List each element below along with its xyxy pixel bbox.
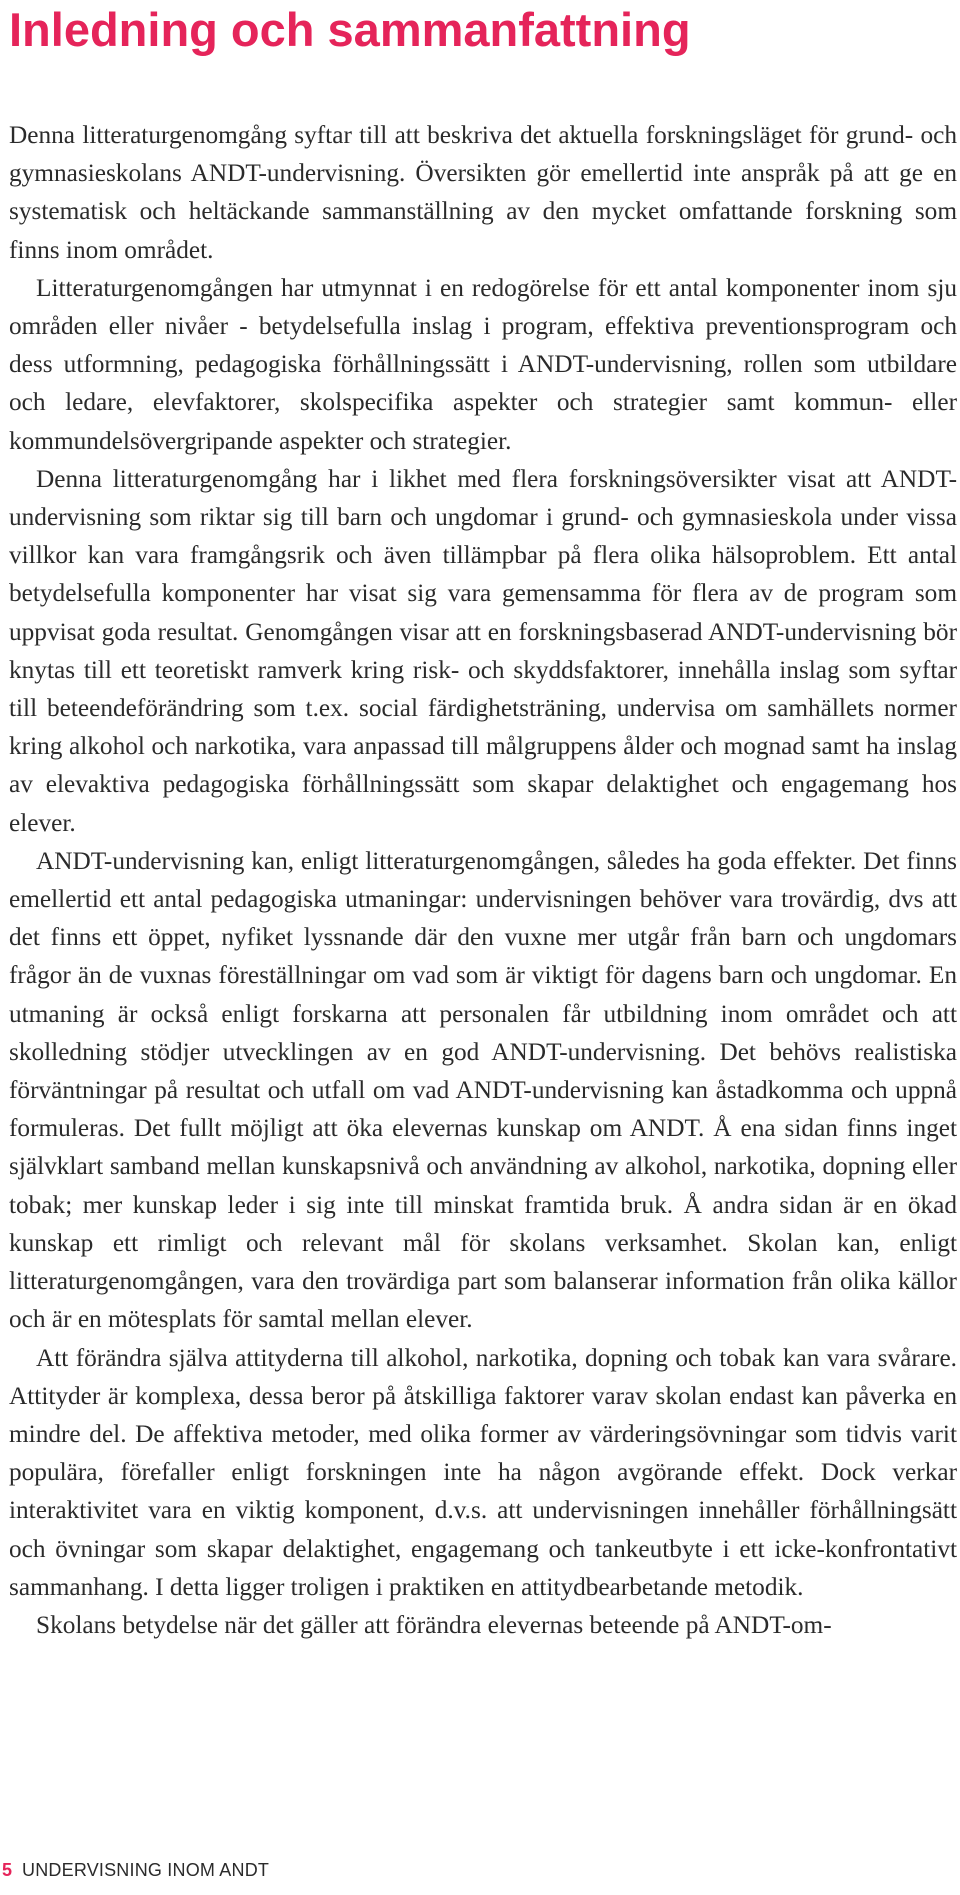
paragraph-components: Litteraturgenomgången har utmynnat i en redogörelse för ett antal komponenter inom sju områden eller nivåer - betydelsefulla inslag i program, effektiva preventionsprogram och dess utformning, pedagogiska förhållningssätt i ANDT-undervisning, rollen som utbildare och ledare, elevfaktorer, skolspecifika aspekter och strategier samt kommun- eller kommundelsövergripande aspekter och strategier. xyxy=(9,273,957,455)
paragraph-findings: Denna litteraturgenomgång har i likhet med flera forskningsöversikter visat att ANDT-undervisning som riktar sig till barn och ungdomar i grund- och gymnasieskola under vissa villkor kan vara framgångsrik och även tillämpbar på flera olika hälsoproblem. Ett antal betydelsefulla komponenter har visat sig vara gemensamma för flera av de program som uppvisat goda resultat. Genomgången visar att en forskningsbaserad ANDT-undervisning bör knytas till ett teoretiskt ramverk kring risk- och skyddsfaktorer, innehålla inslag som syftar till beteendeförändring som t.ex. social färdighetsträning, undervisa om samhällets normer kring alkohol och narkotika, vara anpassad till målgruppens ålder och mognad samt ha inslag av elevaktiva pedagogiska förhållningssätt som skapar delaktighet och engagemang hos elever. xyxy=(9,464,957,837)
paragraph-challenges: ANDT-undervisning kan, enligt litteraturgenomgången, således ha goda effekter. Det finns emellertid ett antal pedagogiska utmaningar: undervisningen behöver vara trovärdig, dvs att det finns ett öppet, nyfiket lyssnande där den vuxne mer utgår från barn och ungdomars frågor än de vuxnas föreställningar om vad som är viktigt för dagens barn och ungdomar. En utmaning är också enligt forskarna att personalen får utbildning inom området och att skolledning stödjer utvecklingen av en god ANDT-undervisning. Det behövs realistiska förväntningar på resultat och utfall om vad ANDT-undervisning kan åstadkomma och uppnå formuleras. Det fullt möjligt att öka elevernas kunskap om ANDT. Å ena sidan finns inget självklart samband mellan kunskapsnivå och användning av alkohol, narkotika, dopning eller tobak; mer kunskap leder i sig inte till minskat framtida bruk. Å andra sidan är en ökad kunskap ett rimligt och relevant mål för skolans verksamhet. Skolan kan, enligt litteraturgenomgången, vara den trovärdiga part som balanserar information från olika källor och är en mötesplats för samtal mellan elever. xyxy=(9,846,957,1334)
body-text xyxy=(9,116,957,1644)
page-footer xyxy=(2,1859,269,1881)
paragraph-attitudes: Att förändra själva attityderna till alkohol, narkotika, dopning och tobak kan vara svårare. Attityder är komplexa, dessa beror på åtskilliga faktorer varav skolan endast kan påverka en mindre del. De affektiva metoder, med olika former av värderingsövningar som tidvis varit populära, förefaller enligt forskningen inte ha någon avgörande effekt. Dock verkar interaktivitet vara en viktig komponent, d.v.s. att undervisningen innehåller förhållningsätt och övningar som skapar delaktighet, engagemang och tankeutbyte i ett icke-konfrontativt sammanhang. I detta ligger troligen i praktiken en attitydbearbetande metodik. xyxy=(9,1343,957,1601)
paragraph-behaviour: Skolans betydelse när det gäller att förändra elevernas beteende på ANDT-om- xyxy=(36,1610,832,1639)
page-number: 5 xyxy=(2,1860,13,1880)
footer-title: UNDERVISNING INOM ANDT xyxy=(22,1860,270,1880)
page-title: Inledning och sammanfattning xyxy=(9,3,691,56)
paragraph-intro: Denna litteraturgenomgång syftar till att beskriva det aktuella forskningsläget för grund- och gymnasieskolans ANDT-undervisning. Översikten gör emellertid inte anspråk på att ge en systematisk och heltäckande sammanställning av den mycket omfattande forskning som finns inom området. xyxy=(9,121,957,264)
